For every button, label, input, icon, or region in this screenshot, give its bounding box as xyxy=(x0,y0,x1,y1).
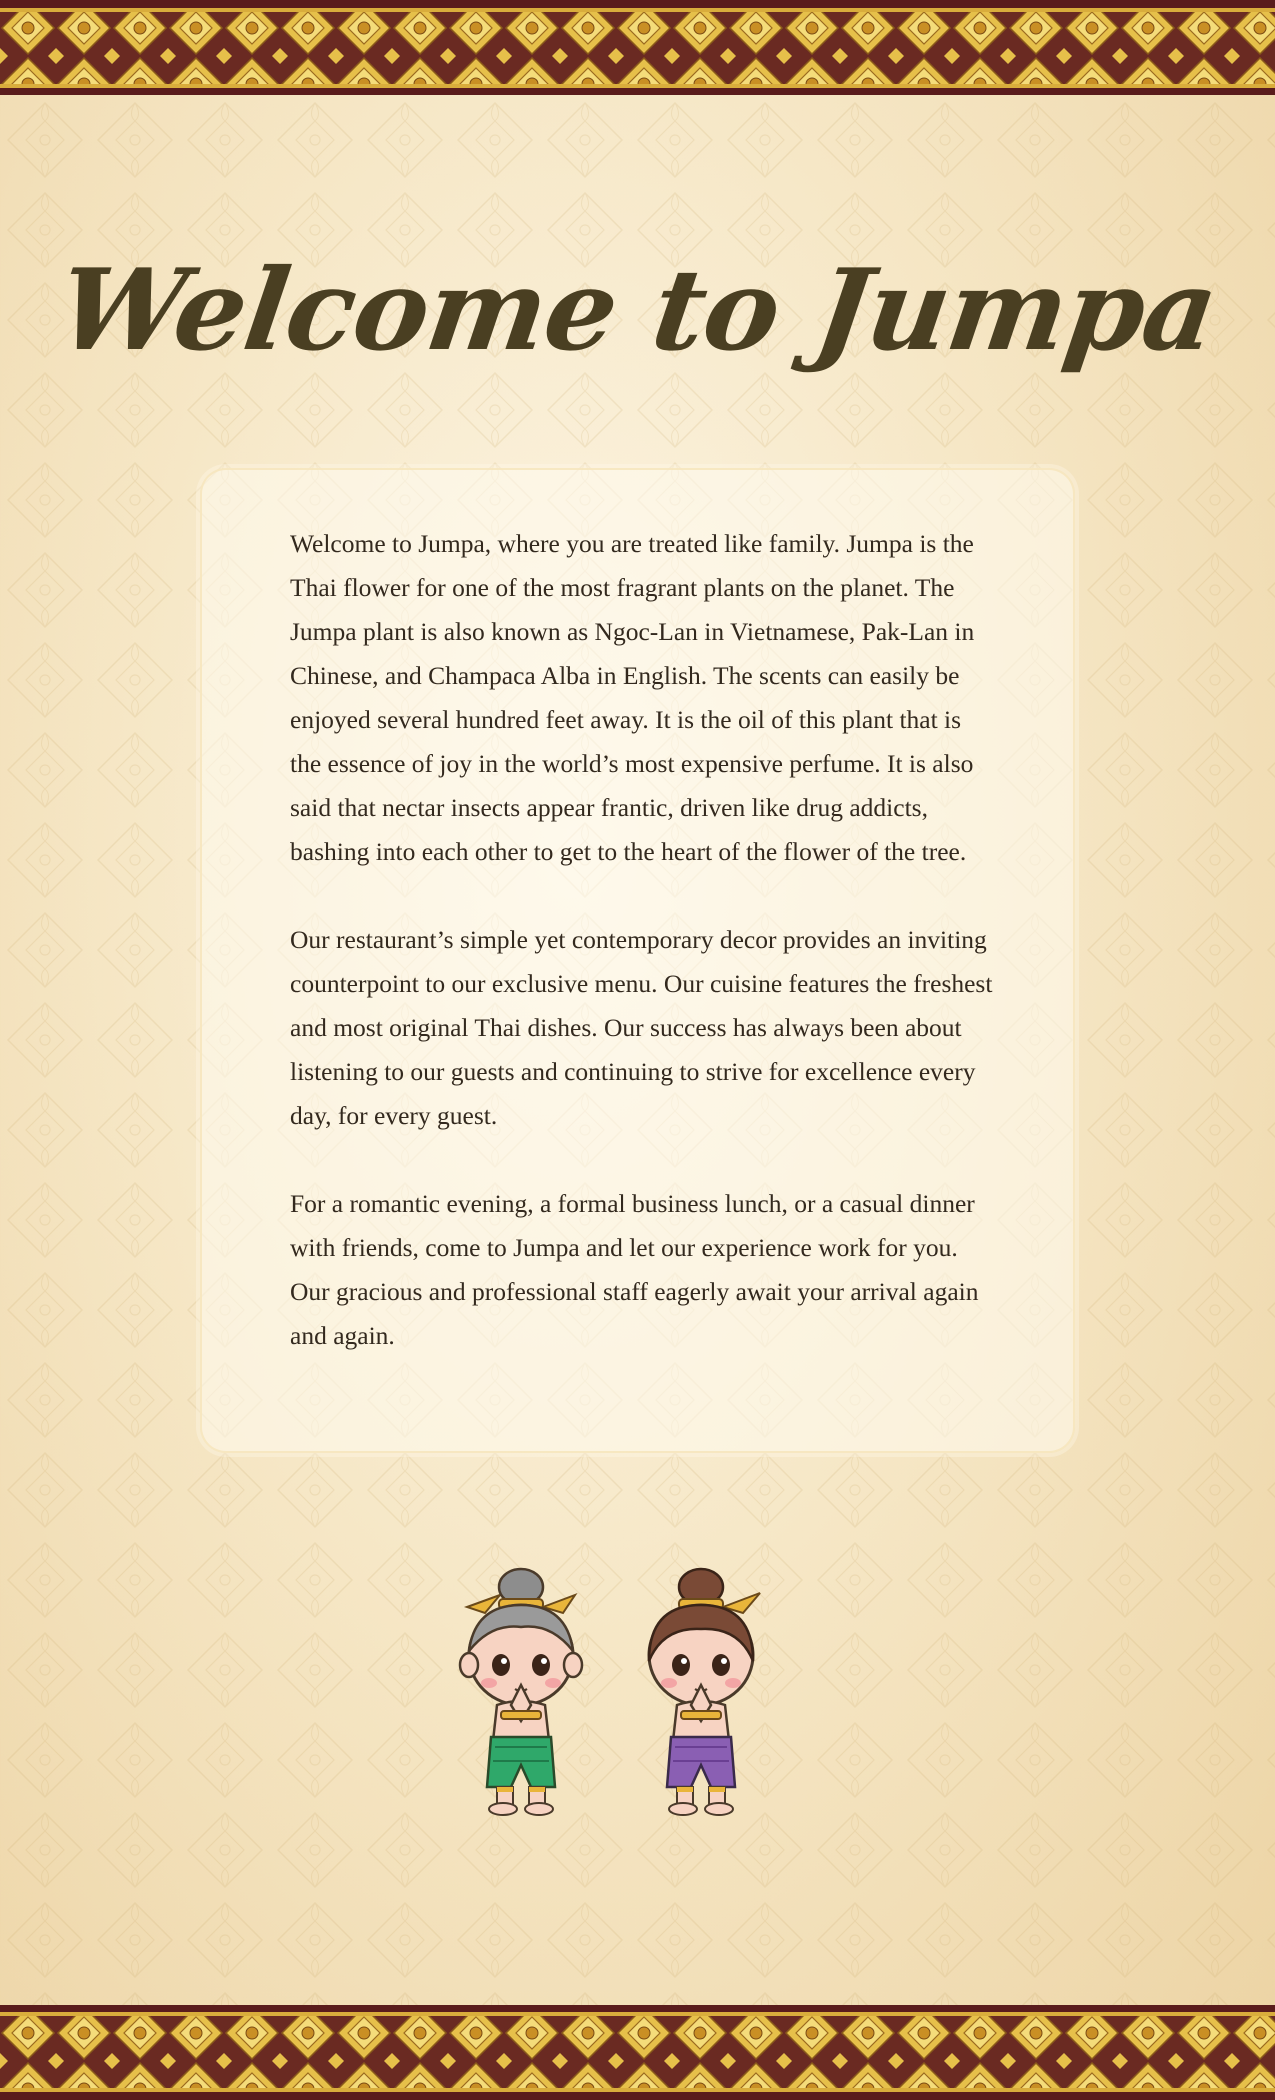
thai-boy-greeting-icon xyxy=(460,1569,582,1815)
welcome-text-panel xyxy=(200,468,1075,1453)
thai-pattern-border-icon xyxy=(0,2005,1275,2100)
thai-pattern-border-icon xyxy=(0,0,1275,95)
mascots-illustration xyxy=(455,1565,820,1855)
bottom-ornamental-border xyxy=(0,2005,1275,2100)
decor-paragraph: Our restaurant’s simple yet contemporary decor provides an inviting counterpoint to our exclusive menu. Our cuisine features the freshest and most original Thai dishes. Our success has always been about listening to our guests and continuing to strive for excellence every day, for every guest. xyxy=(290,925,993,1130)
thai-girl-greeting-icon xyxy=(649,1569,760,1815)
intro-paragraph: Welcome to Jumpa, where you are treated like family. Jumpa is the Thai flower for one of the most fragrant plants on the planet. The Jumpa plant is also known as Ngoc-Lan in Vietnamese, Pak-Lan in Chinese, and Champaca Alba in English. The scents can easily be enjoyed several hundred feet away. It is the oil of this plant that is the essence of joy in the world’s most expensive perfume. It is also said that nectar insects appear frantic, driven like drug addicts, bashing into each other to get to the heart of the flower of the tree. xyxy=(290,529,975,866)
top-ornamental-border xyxy=(0,0,1275,95)
page-title: Welcome to Jumpa xyxy=(50,245,1225,376)
invitation-paragraph: For a romantic evening, a formal business lunch, or a casual dinner with friends, come to Jumpa and let our experience work for you. Our gracious and professional staff eagerly await your arrival again and again. xyxy=(290,1189,979,1350)
